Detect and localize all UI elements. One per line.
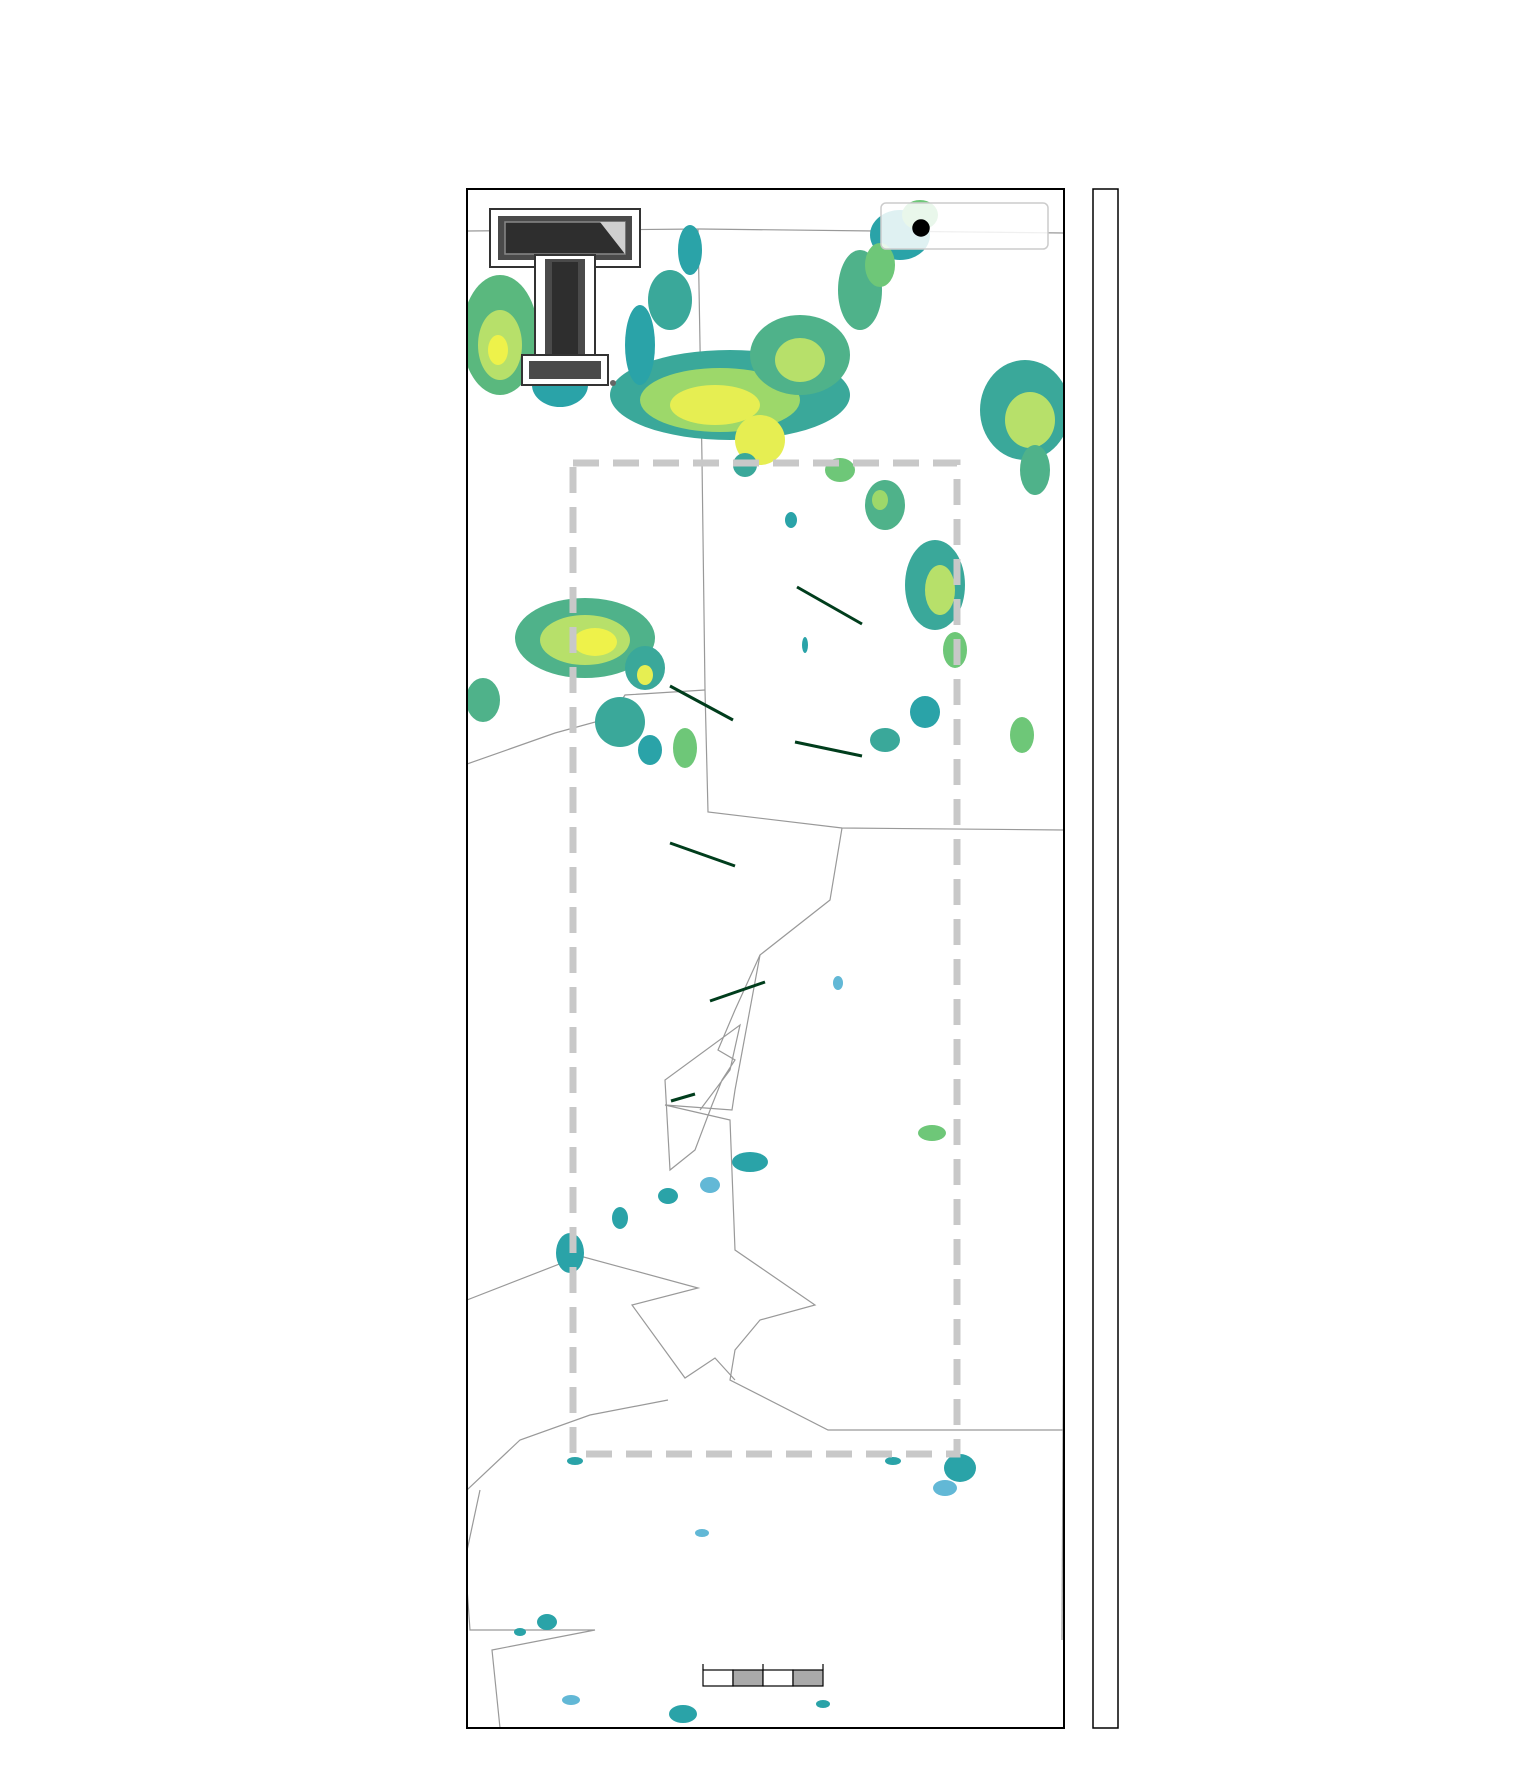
- colorbar: [1093, 189, 1118, 1728]
- echo: [872, 490, 888, 510]
- echo: [595, 697, 645, 747]
- echo: [700, 1177, 720, 1193]
- echo: [775, 338, 825, 382]
- echo: [885, 1457, 901, 1465]
- echo: [625, 305, 655, 385]
- echo: [638, 735, 662, 765]
- echo: [870, 728, 900, 752]
- echo: [918, 1125, 946, 1141]
- echo: [488, 335, 508, 365]
- contour-partial-line: [671, 1094, 695, 1101]
- scale-segment: [703, 1670, 733, 1686]
- contour-327-line: [670, 843, 735, 866]
- echo: [695, 1529, 709, 1537]
- contour-326-line-left: [670, 686, 733, 720]
- echo: [573, 628, 617, 656]
- scale-segment: [793, 1670, 823, 1686]
- echo: [785, 512, 797, 528]
- contour-328-line: [710, 982, 765, 1001]
- scale-segment: [733, 1670, 763, 1686]
- scale-segment: [763, 1670, 793, 1686]
- legend: [881, 203, 1048, 249]
- echo: [802, 637, 808, 653]
- reflectivity-echoes: [462, 200, 1070, 1723]
- echo: [732, 1152, 768, 1172]
- scale-bar: [703, 1664, 823, 1686]
- radar-site-marker: [913, 220, 929, 236]
- echo: [944, 1454, 976, 1482]
- echo: [567, 1457, 583, 1465]
- echo: [637, 665, 653, 685]
- echo: [658, 1188, 678, 1204]
- echo: [648, 270, 692, 330]
- echo: [910, 696, 940, 728]
- echo: [669, 1705, 697, 1723]
- echo: [514, 1628, 526, 1636]
- contour-326-line-right: [795, 742, 862, 756]
- echo: [537, 1614, 557, 1630]
- echo: [562, 1695, 580, 1705]
- echo: [833, 976, 843, 990]
- echo: [1020, 445, 1050, 495]
- echo: [933, 1480, 957, 1496]
- echo: [925, 565, 955, 615]
- echo: [1005, 392, 1055, 448]
- contour-325-line: [797, 587, 862, 624]
- echo: [816, 1700, 830, 1708]
- echo: [466, 678, 500, 722]
- legend-box: [881, 203, 1048, 249]
- echo: [678, 225, 702, 275]
- echo: [612, 1207, 628, 1229]
- colorbar-gradient: [1093, 189, 1118, 1728]
- echo: [673, 728, 697, 768]
- map-area: [462, 200, 1070, 1728]
- echo: [1010, 717, 1034, 753]
- theta-e-contours: [670, 587, 862, 1101]
